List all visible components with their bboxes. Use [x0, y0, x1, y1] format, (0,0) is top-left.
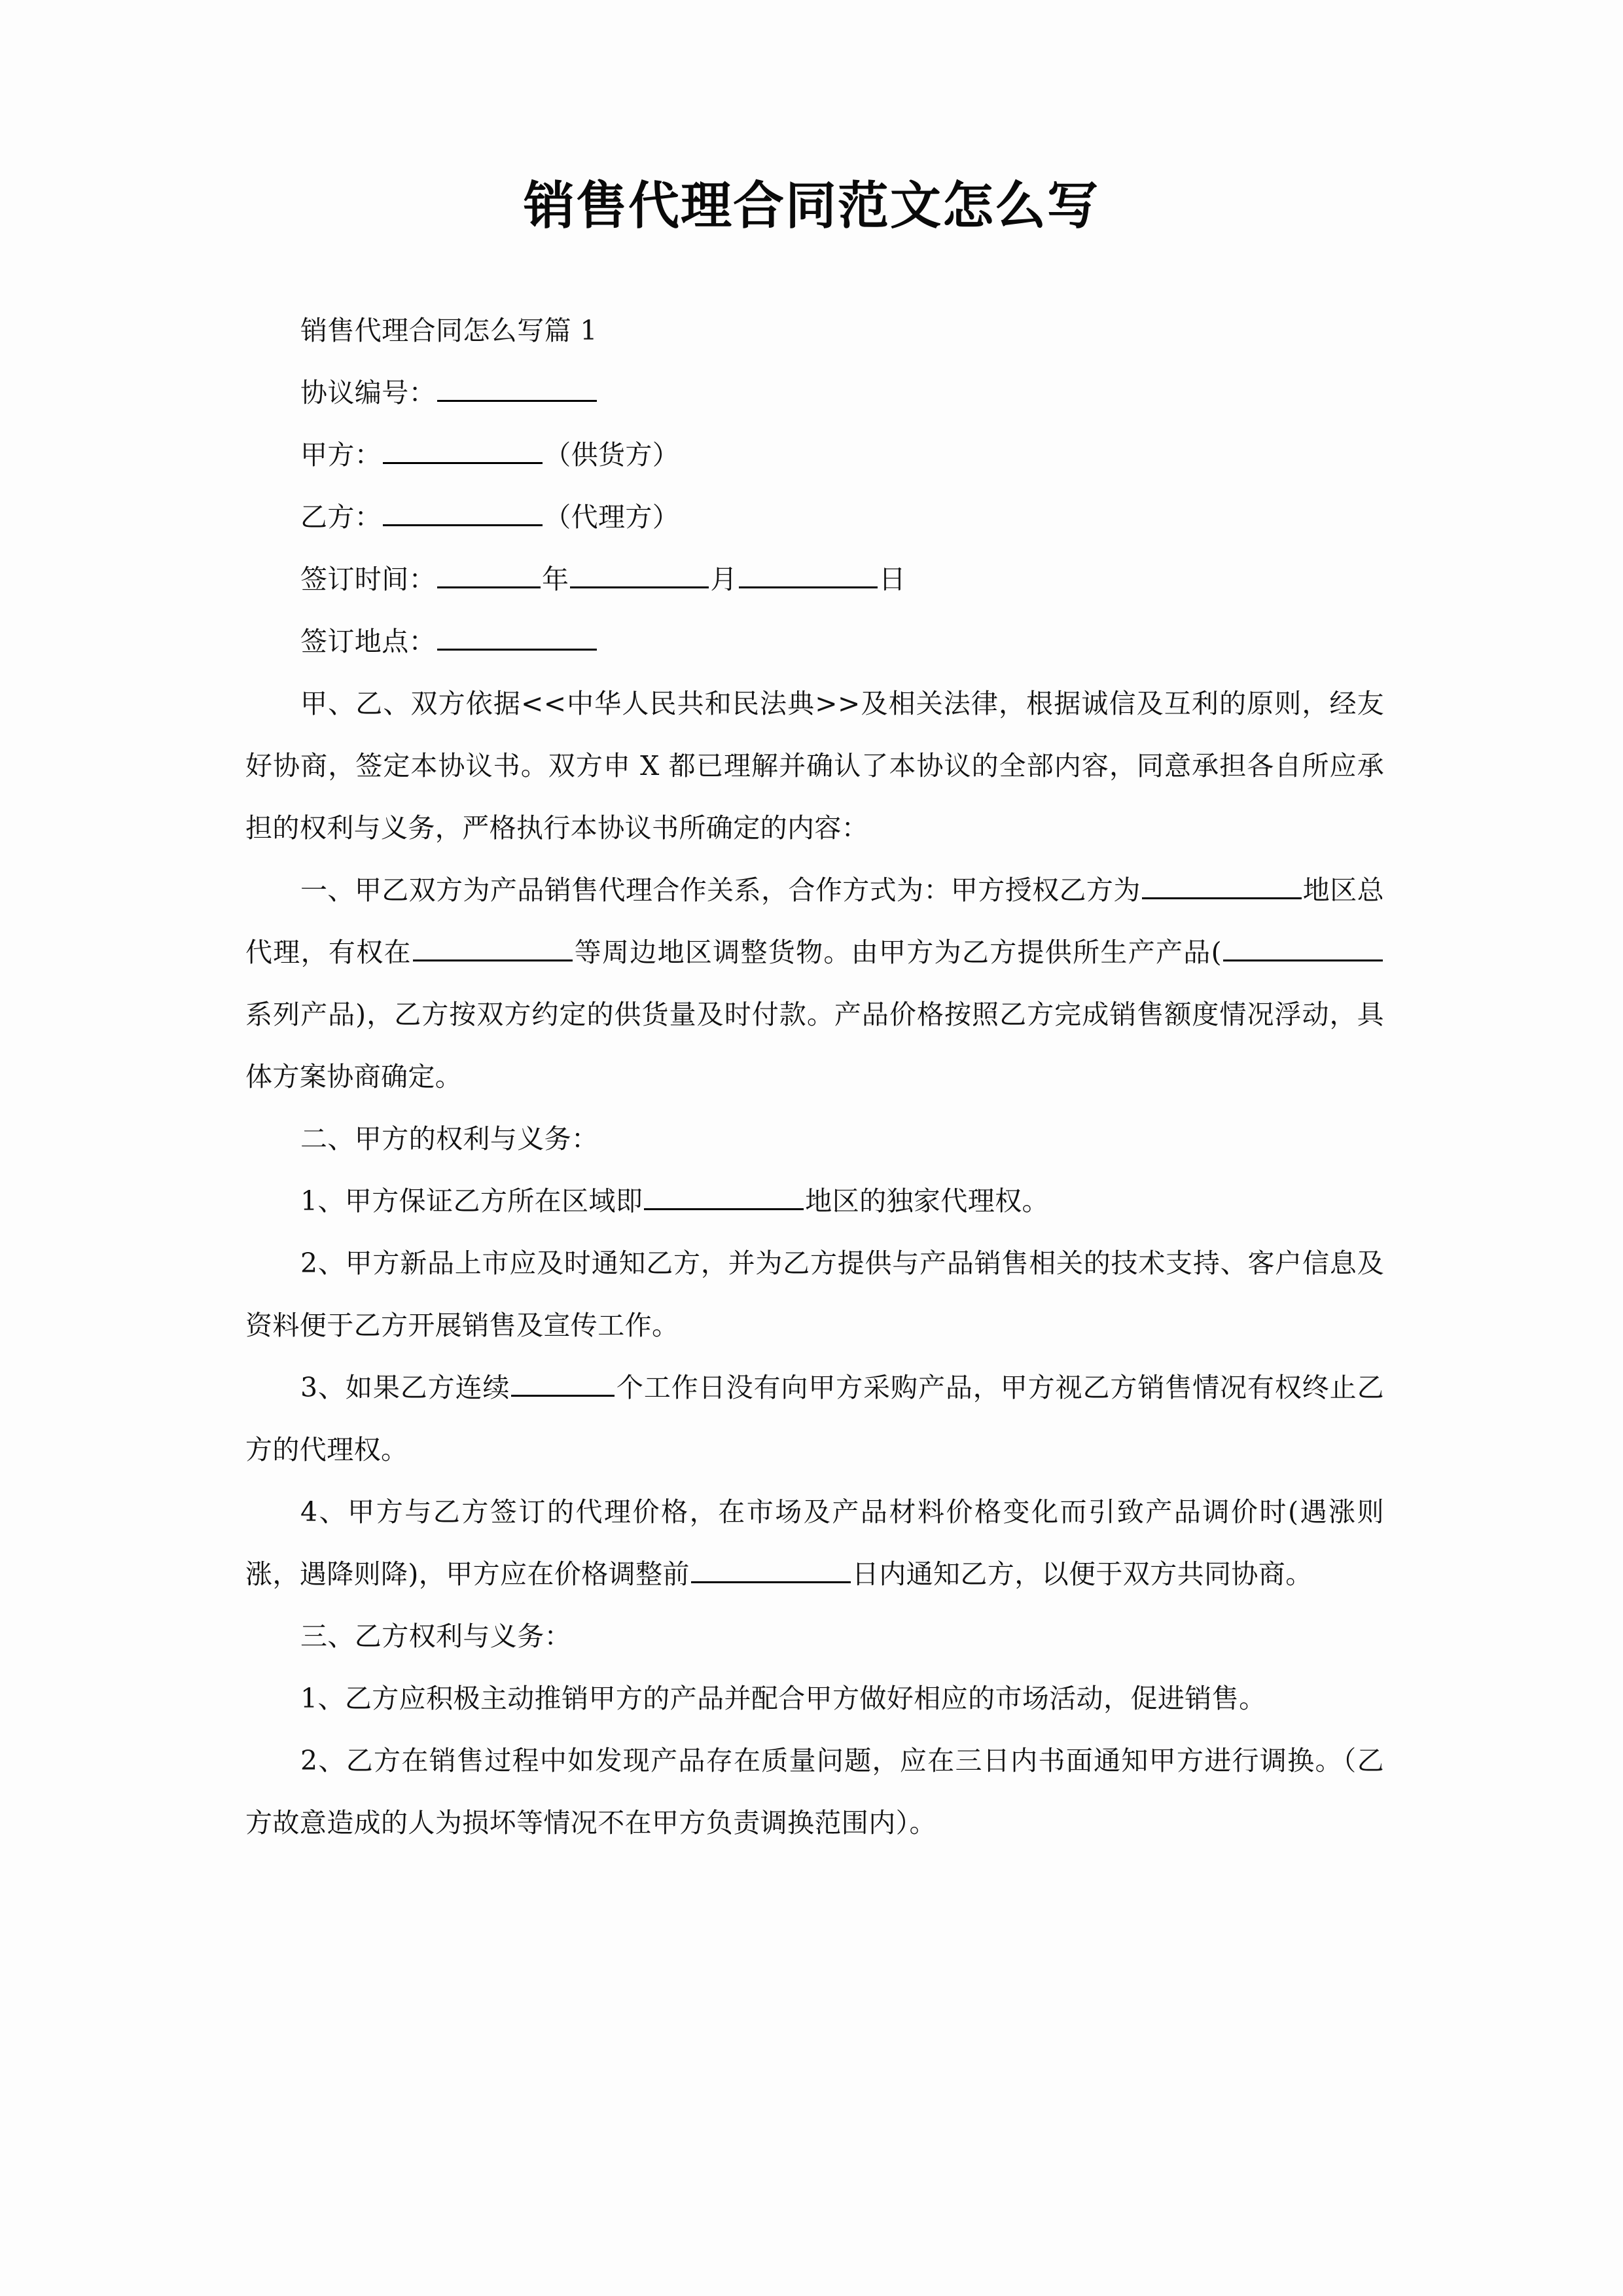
clause-1-paragraph [245, 859, 1384, 1108]
clause-1-adjacent-region-blank[interactable] [413, 934, 573, 961]
section-2-item-4 [245, 1481, 1384, 1605]
clause-1-text-c: 等周边地区调整货物。由甲方为乙方提供所生产产品( [573, 936, 1222, 968]
section-2-item-1-region-blank[interactable] [644, 1183, 804, 1210]
sign-year-unit: 年 [542, 563, 569, 595]
sign-time-label: 签订时间： [300, 563, 436, 595]
clause-1-text-b: 地区总代理，有权在 [245, 874, 1385, 968]
sign-year-blank[interactable] [437, 561, 541, 588]
page-title: 销售代理合同范文怎么写 [523, 176, 1099, 236]
sign-place-label: 签订地点： [300, 625, 436, 657]
field-agreement-number [245, 362, 1384, 424]
party-a-label: 甲方： [300, 439, 382, 471]
section-2-heading: 二、甲方的权利与义务： [300, 1122, 599, 1155]
clause-1-region-blank[interactable] [1142, 872, 1302, 899]
section-2-item-4-days-blank[interactable] [691, 1556, 851, 1583]
preamble-paragraph: 甲、乙、双方依据<<中华人民共和民法典>>及相关法律，根据诚信及互利的原则，经友好协商，签定本协议书。双方申 X 都已理解并确认了本协议的全部内容，同意承担各自所应承担的权利与义务，严格执行本协议书所确定的内容： [245, 687, 1384, 844]
sign-month-blank[interactable] [570, 561, 709, 588]
document-subtitle: 销售代理合同怎么写篇 1 [300, 314, 597, 346]
section-3-heading: 三、乙方权利与义务： [300, 1620, 571, 1652]
document-body [245, 300, 1384, 1854]
section-2-item-2: 2、甲方新品上市应及时通知乙方，并为乙方提供与产品销售相关的技术支持、客户信息及资料便于乙方开展销售及宣传工作。 [245, 1247, 1384, 1341]
section-3-item-2: 2、乙方在销售过程中如发现产品存在质量问题，应在三日内书面通知甲方进行调换。（乙方故意造成的人为损坏等情况不在甲方负责调换范围内）。 [245, 1744, 1384, 1839]
section-2-item-4-text-a: 4、甲方与乙方签订的代理价格，在市场及产品材料价格变化而引致产品调价时(遇涨则涨，遇降则降)，甲方应在价格调整前 [245, 1496, 1384, 1590]
field-sign-place [245, 611, 1384, 673]
party-b-suffix: （代理方） [544, 501, 680, 533]
sign-day-unit: 日 [878, 563, 906, 595]
clause-1-text-a: 一、甲乙双方为产品销售代理合作关系，合作方式为：甲方授权乙方为 [300, 874, 1141, 906]
clause-1-product-series-blank[interactable] [1223, 934, 1383, 961]
agreement-number-blank[interactable] [437, 374, 597, 402]
sign-day-blank[interactable] [739, 561, 878, 588]
party-b-label: 乙方： [300, 501, 382, 533]
sign-month-unit: 月 [710, 563, 738, 595]
section-2-item-3-text-b: 个工作日没有向甲方采购产品，甲方视乙方销售情况有权终止乙方的代理权。 [245, 1371, 1384, 1465]
field-sign-time [245, 548, 1384, 611]
party-a-blank[interactable] [383, 437, 543, 464]
clause-1-text-d: 系列产品)，乙方按双方约定的供货量及时付款。产品价格按照乙方完成销售额度情况浮动，具体方案协商确定。 [245, 998, 1384, 1092]
field-party-b [245, 486, 1384, 548]
party-a-suffix: （供货方） [544, 439, 680, 471]
section-2-item-3-text-a: 3、如果乙方连续 [300, 1371, 510, 1403]
section-2-item-1-text-b: 地区的独家代理权。 [805, 1185, 1049, 1217]
field-party-a [245, 424, 1384, 486]
section-3-item-1: 1、乙方应积极主动推销甲方的产品并配合甲方做好相应的市场活动，促进销售。 [300, 1682, 1266, 1714]
party-b-blank[interactable] [383, 499, 543, 526]
section-2-item-3-days-blank[interactable] [511, 1369, 615, 1397]
section-2-item-4-text-b: 日内通知乙方，以便于双方共同协商。 [851, 1558, 1313, 1590]
section-2-item-1 [245, 1170, 1384, 1232]
sign-place-blank[interactable] [437, 623, 597, 651]
agreement-number-label: 协议编号： [300, 376, 436, 408]
section-2-item-3 [245, 1357, 1384, 1481]
section-2-item-1-text-a: 1、甲方保证乙方所在区域即 [300, 1185, 643, 1217]
